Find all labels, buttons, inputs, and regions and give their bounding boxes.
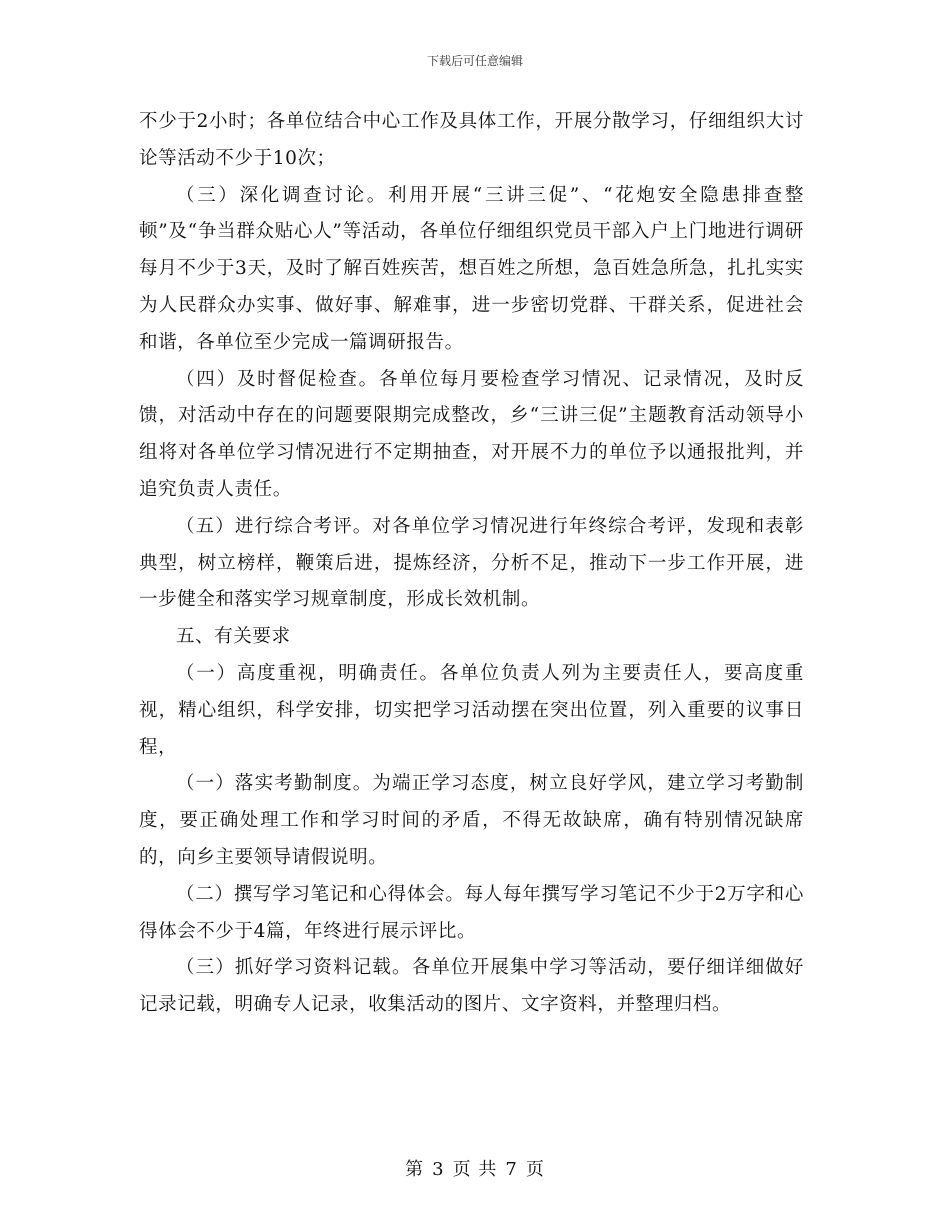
paragraph: （三）深化调查讨论。利用开展“三讲三促”、“花炮安全隐患排查整顿”及“争当群众贴心人”等活动，各单位仔细组织党员干部入户上门地进行调研每月不少于3天，及时了解百姓疾苦，想百姓之所想，急百姓急所急，扎扎实实为人民群众办实事、做好事、解难事，进一步密切党群、干群关系，促进社会和谐，各单位至少完成一篇调研报告。 [139, 184, 804, 353]
footer-page-number: 3 [432, 1159, 445, 1180]
paragraph: （一）高度重视，明确责任。各单位负责人列为主要责任人，要高度重视，精心组织，科学安排，切实把学习活动摆在突出位置，列入重要的议事日程， [139, 662, 804, 758]
paragraph: （四）及时督促检查。各单位每月要检查学习情况、记录情况，及时反馈，对活动中存在的问题要限期完成整改，乡“三讲三促”主题教育活动领导小组将对各单位学习情况进行不定期抽查，对开展不力的单位予以通报批判，并追究负责人责任。 [139, 368, 804, 500]
footer-middle: 页 共 [452, 1159, 498, 1180]
document-body [139, 104, 804, 1024]
paragraph: （三）抓好学习资料记载。各单位开展集中学习等活动，要仔细详细做好记录记载，明确专人记录，收集活动的图片、文字资料，并整理归档。 [139, 957, 804, 1016]
paragraph: （五）进行综合考评。对各单位学习情况进行年终综合考评，发现和表彰典型，树立榜样，鞭策后进，提炼经济，分析不足，推动下一步工作开展，进一步健全和落实学习规章制度，形成长效机制。 [139, 515, 804, 611]
footer-total-pages: 7 [505, 1159, 518, 1180]
paragraph: 不少于2小时；各单位结合中心工作及具体工作，开展分散学习，仔细组织大讨论等活动不少于10次； [139, 111, 804, 169]
page-header: 下载后可任意编辑 [426, 54, 523, 68]
footer-suffix: 页 [525, 1159, 545, 1180]
section-heading: 五、有关要求 [176, 626, 291, 648]
page-footer [0, 1155, 950, 1181]
paragraph: （二）撰写学习笔记和心得体会。每人每年撰写学习笔记不少于2万字和心得体会不少于4篇，年终进行展示评比。 [139, 883, 804, 942]
paragraph: （一）落实考勤制度。为端正学习态度，树立良好学风，建立学习考勤制度，要正确处理工作和学习时间的矛盾，不得无故缺席，确有特别情况缺席的，向乡主要领导请假说明。 [139, 773, 804, 868]
footer-prefix: 第 [405, 1159, 425, 1180]
